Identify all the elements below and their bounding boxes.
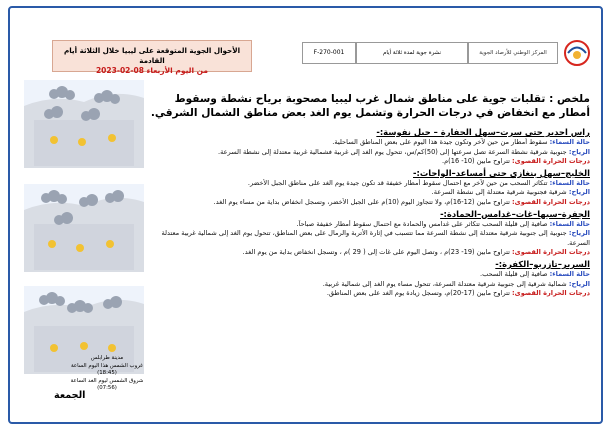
sky-text: صافية إلى قليلة السحب. — [480, 269, 548, 278]
sky-text: تتكاثر السحب من حين لآخر مع احتمال سقوط أمطار خفيفة قد تكون جيدة يوم الغد على مناطق الجبل الأخضر. — [247, 178, 548, 187]
sunset-time: غروب الشمس هذا اليوم الساعة (18:45) — [70, 362, 144, 376]
wind-label: الرياح: — [568, 229, 590, 238]
sun-times — [62, 355, 152, 393]
sunrise-time: شروق الشمس ليوم الغد الساعة (07:56) — [70, 377, 144, 391]
forecast-maps — [12, 80, 144, 400]
temp-text: تتراوح مابين (19- 23)م ، وتصل اليوم على غات إلى ( 29 )م ، وتسجل انخفاض بداية من يوم الغد. — [242, 248, 510, 257]
met-center-logo — [560, 38, 594, 68]
temp-label: درجات الحرارة القصوى: — [512, 197, 590, 206]
wind-text: جنوبية شرقية نشطة السرعة تصل سرعتها إلى (50)كم/س، تتحول يوم الغد إلى غربية فشمالية غربية معتدلة إلى نشطة السرعة. — [217, 147, 567, 156]
forecast-map-day1 — [24, 80, 144, 146]
bulletin-label: نشرة جوية لمدة ثلاثة أيام — [356, 42, 468, 64]
summary-text: تقلبات جوية على مناطق شمال غرب ليبيا مصحوبة برياح نشطة وسقوط أمطار مع انخفاض في درجات الحرارة وتشمل يوم الغد بعض مناطق الشمال الشرقي. — [150, 93, 590, 119]
day-label-3: الجمعة — [54, 390, 86, 401]
region-title: الخليج–سهل بنغازي حتى أمساعد–الواحات:- — [413, 167, 590, 178]
region-southwest — [150, 209, 590, 258]
wind-text: جنوبية إلى جنوبية شرقية معتدلة إلى نشطة السرعة مما تتسبب في إثارة الأتربة والرمال على بعض المناطق، تتحول يوم الغد إلى شمالية غربية معتدلة السرعة. — [161, 229, 590, 247]
region-northeast — [150, 168, 590, 208]
document-code: F-270-001 — [302, 42, 356, 64]
center-name: المركز الوطني للأرصاد الجوية — [468, 42, 558, 64]
sun-city: مدينة طرابلس — [90, 355, 124, 361]
temp-label: درجات الحرارة القصوى: — [512, 248, 590, 257]
temp-text: تتراوح مابين (17-20)م، وتسجل زيادة يوم الغد على بعض المناطق. — [326, 289, 510, 298]
region-title: راس اجدير حتى سرت–سهل الجفارة – جبل نفوسة:- — [376, 127, 590, 137]
regions — [150, 126, 590, 299]
temp-label: درجات الحرارة القصوى: — [512, 289, 590, 298]
temp-text: تتراوح مابين (10- 16)م. — [442, 157, 510, 166]
sky-label: حالة السماء: — [549, 219, 590, 228]
temp-label: درجات الحرارة القصوى: — [512, 157, 590, 166]
forecast-map-day2 — [24, 184, 144, 250]
region-title: الجفرة–سبها–غات–غدامس–الحمادة:- — [440, 208, 590, 219]
header — [12, 38, 592, 75]
summary — [150, 93, 590, 120]
forecast-map-day3 — [24, 286, 144, 352]
wind-text: شرقية فجنوبية شرقية معتدلة إلى نشطة السرعة. — [431, 188, 567, 197]
sky-label: حالة السماء: — [549, 269, 590, 278]
wind-label: الرياح: — [568, 279, 590, 288]
wind-label: الرياح: — [568, 147, 590, 156]
sky-label: حالة السماء: — [549, 178, 590, 187]
summary-label: ملخص : — [549, 93, 590, 105]
sky-text: سقوط أمطار من حين لآخر وتكون جيدة هذا اليوم على بعض المناطق الساحلية. — [332, 138, 548, 146]
wind-text: شمالية شرقية إلى جنوبية شرقية معتدلة السرعة، تتحول مساء يوم الغد إلى شمالية غربية. — [322, 279, 567, 288]
sky-label: حالة السماء: — [549, 138, 590, 146]
region-northwest — [150, 127, 590, 167]
sky-text: صافية إلى قليلة السحب تتكاثر على غدامس والحمادة مع احتمال سقوط أمطار خفيفة صباحاً. — [296, 219, 548, 228]
region-southeast — [150, 259, 590, 299]
header-title: الأحوال الجوية المتوقعة على ليبيا خلال الثلاثة أيام القادمة — [63, 46, 241, 65]
header-date: من اليوم الأربعاء 08-02-2023 — [95, 66, 209, 75]
region-title: السرير–تازربو–الكفرة:- — [495, 258, 590, 269]
wind-label: الرياح: — [568, 188, 590, 197]
header-title-box — [52, 40, 252, 75]
temp-text: تتراوح مابين (12-16)م، ولا تتجاوز اليوم (10)م على الجبل الأخضر، وتسجل انخفاض بداية من مساء يوم الغد. — [213, 197, 510, 206]
